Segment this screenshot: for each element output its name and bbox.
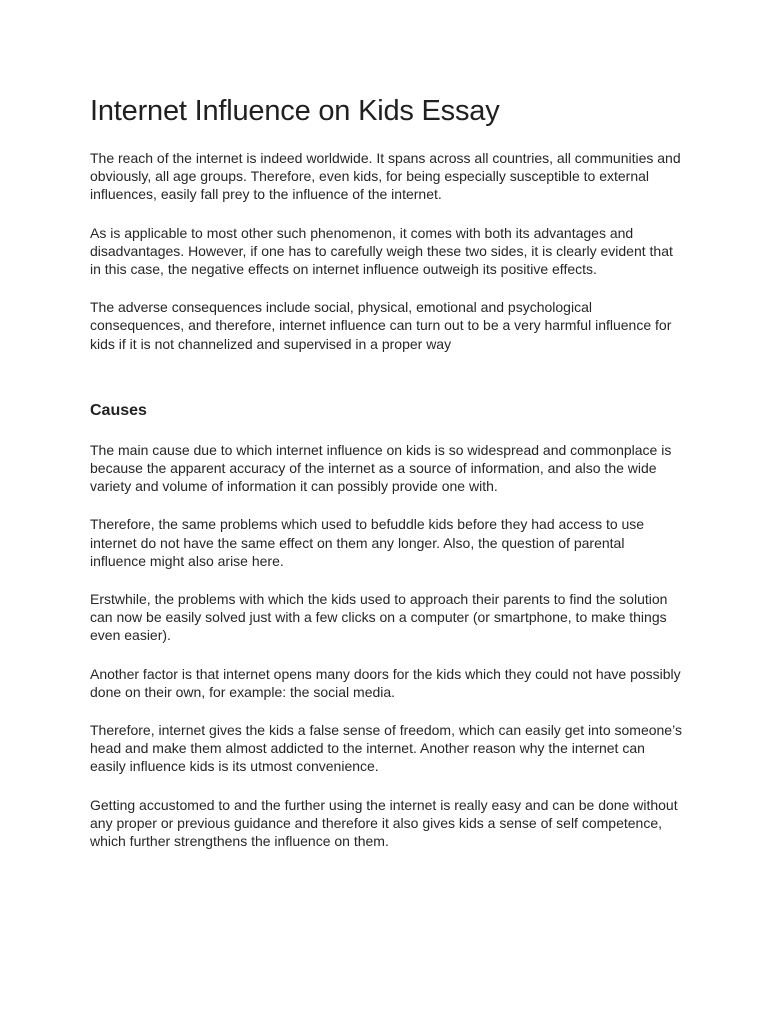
causes-paragraph: Therefore, the same problems which used to befuddle kids before they had access to use internet do not have the same effect on them any longer. Also, the question of parental influence might also arise here. (90, 516, 645, 569)
causes-paragraph: Therefore, internet gives the kids a false sense of freedom, which can easily get into someone’s head and make them almost addicted to the internet. Another reason why the internet can easily influence kids is its utmost convenience. (90, 722, 682, 775)
causes-paragraph: Another factor is that internet opens many doors for the kids which they could not have possibly done on their own, for example: the social media. (90, 665, 681, 700)
causes-paragraph: The main cause due to which internet influence on kids is so widespread and commonplace is because the apparent accuracy of the internet as a source of information, and also the wide variety and volume of information it can possibly provide one with. (90, 441, 672, 495)
intro-paragraph: As is applicable to most other such phenomenon, it comes with both its advantages and disadvantages. However, if one has to carefully weigh these two sides, it is clearly evident that in this case, the negative effects on internet influence outweigh its positive effects. (90, 224, 673, 278)
causes-paragraph: Getting accustomed to and the further using the internet is really easy and can be done without any proper or previous guidance and therefore it also gives kids a sense of self competence, which further strengthens the influence on them. (90, 796, 678, 850)
document-page (90, 93, 682, 870)
causes-heading: Causes (90, 401, 147, 419)
intro-paragraph: The reach of the internet is indeed worldwide. It spans across all countries, all communities and obviously, all age groups. Therefore, even kids, for being especially susceptible to external influences, easily fall prey to the influence of the internet. (90, 150, 681, 203)
intro-paragraph: The adverse consequences include social, physical, emotional and psychological consequences, and therefore, internet influence can turn out to be a very harmful influence for kids if it is not channelized and supervised in a proper way (90, 299, 672, 352)
document-title: Internet Influence on Kids Essay (90, 95, 500, 127)
causes-paragraph: Erstwhile, the problems with which the kids used to approach their parents to find the solution can now be easily solved just with a few clicks on a computer (or smartphone, to make things even easier). (90, 591, 668, 644)
